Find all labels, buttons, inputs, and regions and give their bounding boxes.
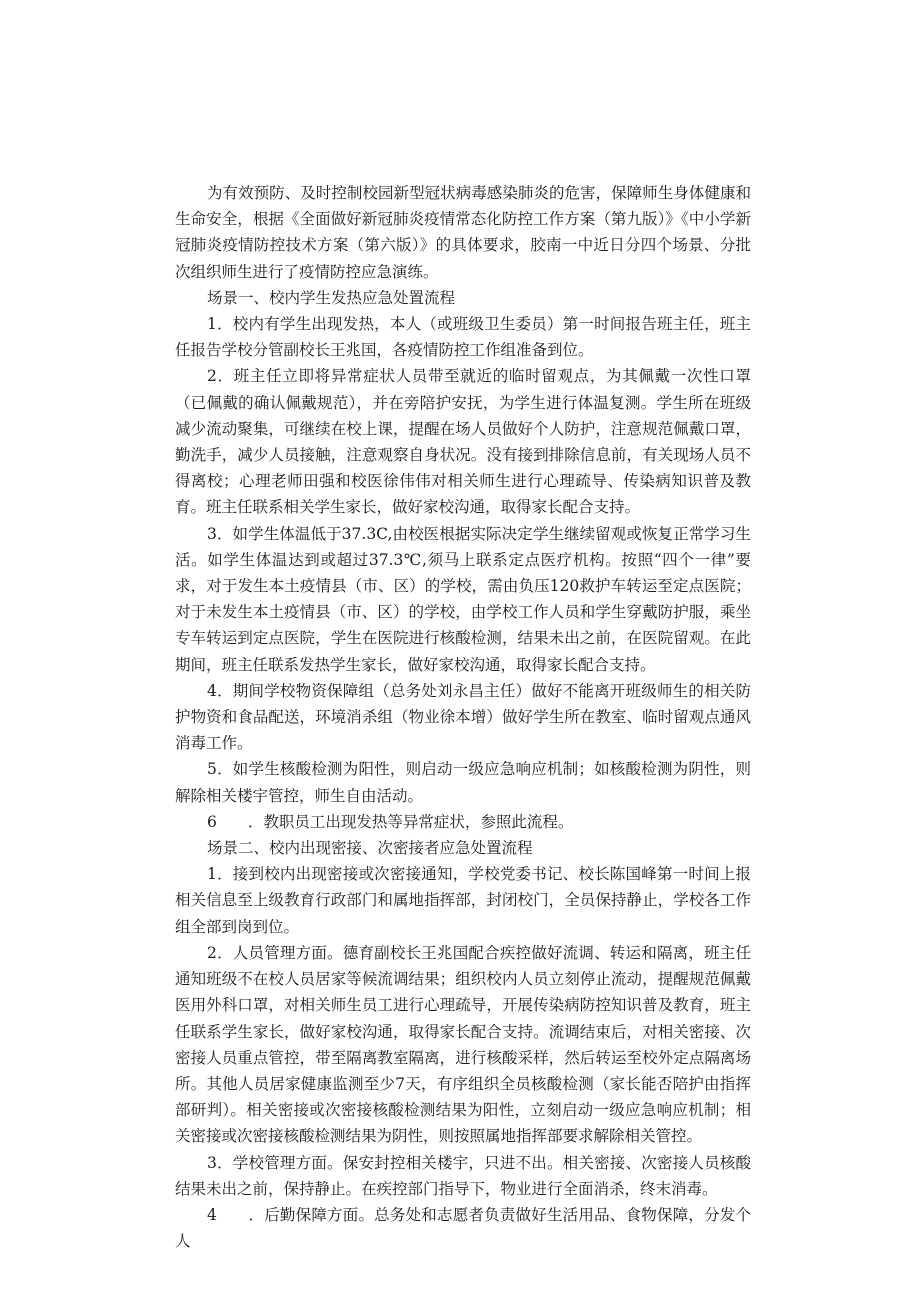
scenario-2-item-4: 4 ．后勤保障方面。总务处和志愿者负责做好生活用品、食物保障，分发个人 [175,1205,751,1251]
scenario-1-item-2: 2．班主任立即将异常症状人员带至就近的临时留观点，为其佩戴一次性口罩（已佩戴的确认佩戴规范），并在旁陪护安抚，为学生进行体温复测。学生所在班级减少流动聚集，可继续在校上课，提醒在场人员做好个人防护，注意规范佩戴口罩，勤洗手，减少人员接触，注意观察自身状况。没有接到排除信息前，有关现场人员不得离校；心理老师田强和校医徐伟伟对相关师生进行心理疏导、传染病知识普及教育。班主任联系相关学生家长，做好家校沟通，取得家长配合支持。 [175,367,751,517]
document-body [175,180,751,1254]
scenario-1-item-3: 3．如学生体温低于37.3C,由校医根据实际决定学生继续留观或恢复正常学习生活。如学生体温达到或超过37.3℃,须马上联系定点医疗机构。按照“四个一律”要求，对于发生本土疫情县（市、区）的学校，需由负压120救护车转运至定点医院；对于未发生本土疫情县（市、区）的学校，由学校工作人员和学生穿戴防护服，乘坐专车转运到定点医院，学生在医院进行核酸检测，结果未出之前，在医院留观。在此期间，班主任联系发热学生家长，做好家校沟通，取得家长配合支持。 [175,524,751,674]
scenario-2-heading: 场景二、校内出现密接、次密接者应急处置流程 [207,839,533,858]
scenario-2-item-1: 1．接到校内出现密接或次密接通知，学校党委书记、校长陈国峰第一时间上报相关信息至上级教育行政部门和属地指挥部，封闭校门，全员保持静止，学校各工作组全部到岗到位。 [175,865,751,936]
scenario-1-item-5: 5．如学生核酸检测为阳性，则启动一级应急响应机制；如核酸检测为阴性，则解除相关楼宇管控，师生自由活动。 [175,760,751,805]
scenario-1-item-1: 1．校内有学生出现发热，本人（或班级卫生委员）第一时间报告班主任，班主任报告学校分管副校长王兆国，各疫情防控工作组准备到位。 [175,315,751,360]
intro-paragraph: 为有效预防、及时控制校园新型冠状病毒感染肺炎的危害，保障师生身体健康和生命安全，根据《全面做好新冠肺炎疫情常态化防控工作方案（第九版）》《中小学新冠肺炎疫情防控技术方案（第六版）》的具体要求，胶南一中近日分四个场景、分批次组织师生进行了疫情防控应急演练。 [175,184,751,281]
scenario-2-item-3: 3．学校管理方面。保安封控相关楼宇，只进不出。相关密接、次密接人员核酸结果未出之前，保持静止。在疾控部门指导下，物业进行全面消杀，终末消毒。 [175,1153,751,1198]
scenario-1-item-6: 6 ．教职员工出现发热等异常症状，参照此流程。 [207,812,574,831]
scenario-1-heading: 场景一、校内学生发热应急处置流程 [207,288,456,307]
scenario-1-item-4: 4．期间学校物资保障组（总务处刘永昌主任）做好不能离开班级师生的相关防护物资和食品配送，环境消杀组（物业徐本增）做好学生所在教室、临时留观点通风消毒工作。 [175,681,751,753]
scenario-2-item-2: 2．人员管理方面。德育副校长王兆国配合疾控做好流调、转运和隔离，班主任通知班级不在校人员居家等候流调结果；组织校内人员立刻停止流动，提醒规范佩戴医用外科口罩，对相关师生员工进行心理疏导，开展传染病防控知识普及教育，班主任联系学生家长，做好家校沟通，取得家长配合支持。流调结束后，对相关密接、次密接人员重点管控，带至隔离教室隔离，进行核酸采样，然后转运至校外定点隔离场所。其他人员居家健康监测至少7天，有序组织全员核酸检测（家长能否陪护由指挥部研判）。相关密接或次密接核酸检测结果为阳性，立刻启动一级应急响应机制；相关密接或次密接核酸检测结果为阴性，则按照属地指挥部要求解除相关管控。 [175,943,751,1146]
